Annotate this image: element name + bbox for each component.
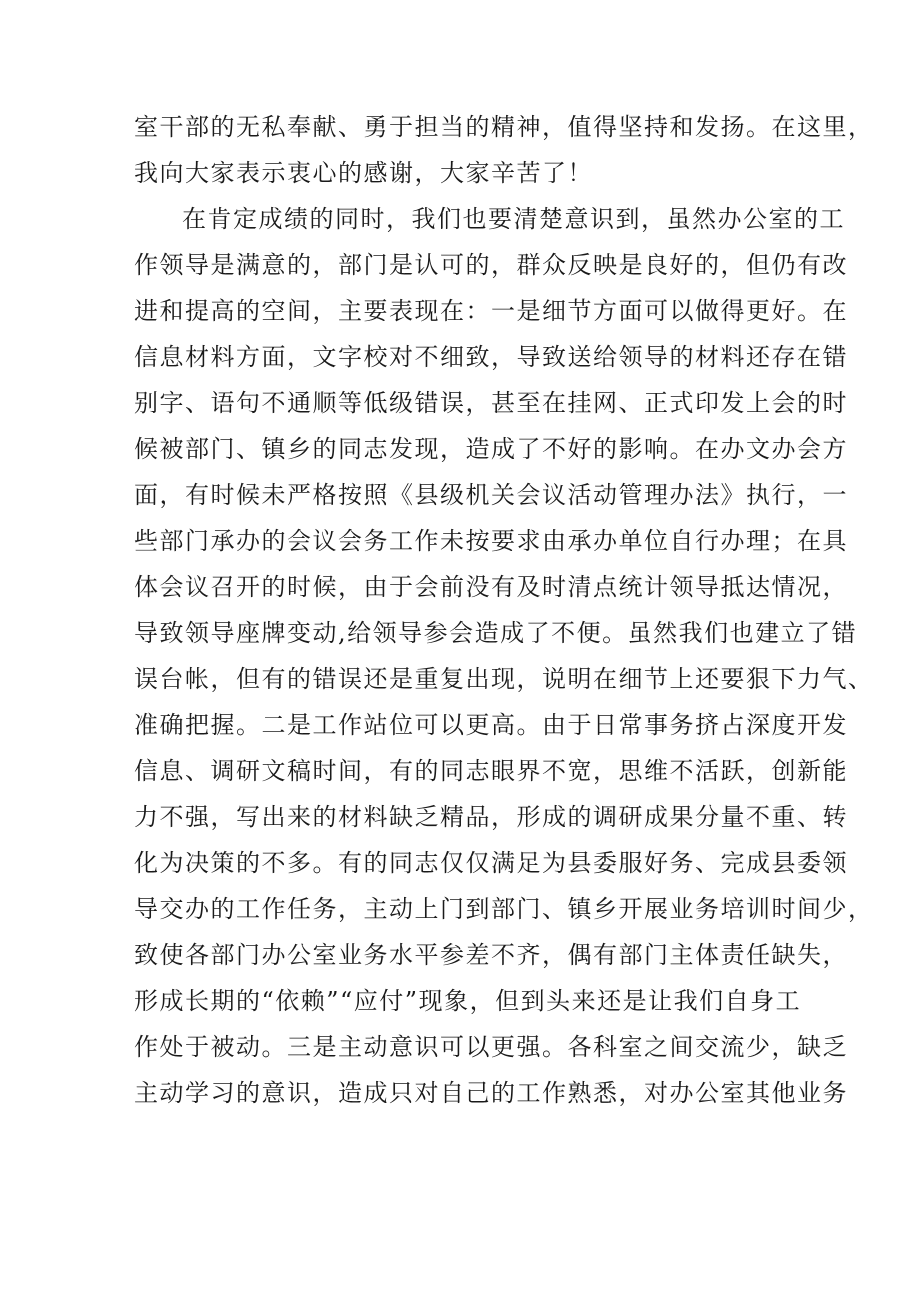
body-text bbox=[134, 104, 874, 1116]
text-line: 进和提高的空间，主要表现在：一是细节方面可以做得更好。在 bbox=[134, 297, 848, 325]
text-line: 误台帐，但有的错误还是重复出现，说明在细节上还要狠下力气、 bbox=[134, 665, 874, 693]
text-line: 室干部的无私奉献、勇于担当的精神，值得坚持和发扬。在这里， bbox=[134, 113, 874, 141]
text-line: 候被部门、镇乡的同志发现，造成了不好的影响。在办文办会方 bbox=[134, 435, 848, 463]
paragraph-start-line: 在肯定成绩的同时，我们也要清楚意识到，虽然办公室的工 bbox=[182, 205, 845, 233]
text-line: 导致领导座牌变动,给领导参会造成了不便。虽然我们也建立了错 bbox=[134, 619, 858, 647]
text-line: 化为决策的不多。有的同志仅仅满足为县委服好务、完成县委领 bbox=[134, 849, 848, 877]
text-line: 信息材料方面，文字校对不细致，导致送给领导的材料还存在错 bbox=[134, 343, 848, 371]
text-line: 准确把握。二是工作站位可以更高。由于日常事务挤占深度开发 bbox=[134, 711, 848, 739]
text-line: 形成长期的“依赖”“应付”现象，但到头来还是让我们自身工 bbox=[134, 987, 802, 1015]
text-line: 些部门承办的会议会务工作未按要求由承办单位自行办理；在具 bbox=[134, 527, 848, 555]
text-line: 导交办的工作任务，主动上门到部门、镇乡开展业务培训时间少， bbox=[134, 895, 874, 923]
text-line: 作领导是满意的，部门是认可的，群众反映是良好的，但仍有改 bbox=[134, 251, 848, 279]
text-line: 别字、语句不通顺等低级错误，甚至在挂网、正式印发上会的时 bbox=[134, 389, 848, 417]
text-line: 体会议召开的时候，由于会前没有及时清点统计领导抵达情况， bbox=[134, 573, 848, 601]
text-line: 力不强，写出来的材料缺乏精品，形成的调研成果分量不重、转 bbox=[134, 803, 848, 831]
text-line: 面，有时候未严格按照《县级机关会议活动管理办法》执行，一 bbox=[134, 481, 848, 509]
text-line: 主动学习的意识，造成只对自己的工作熟悉，对办公室其他业务 bbox=[134, 1079, 848, 1107]
text-line: 信息、调研文稿时间，有的同志眼界不宽，思维不活跃，创新能 bbox=[134, 757, 848, 785]
text-line: 致使各部门办公室业务水平参差不齐，偶有部门主体责任缺失， bbox=[134, 941, 848, 969]
text-line: 作处于被动。三是主动意识可以更强。各科室之间交流少，缺乏 bbox=[134, 1033, 848, 1061]
paragraph-end-line: 我向大家表示衷心的感谢，大家辛苦了！ bbox=[134, 159, 593, 187]
